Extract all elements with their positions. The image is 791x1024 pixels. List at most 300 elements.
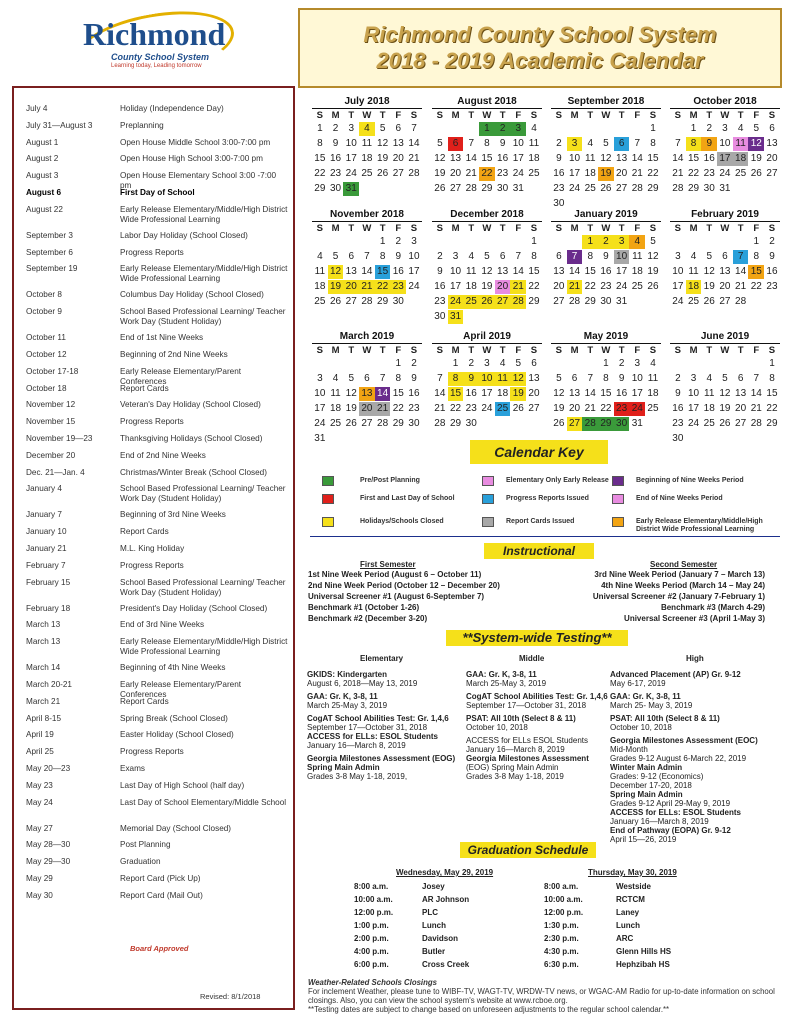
weekday-label: T	[468, 109, 475, 121]
day-cell: 13	[392, 137, 404, 149]
day-cell	[582, 357, 598, 371]
day-cell: 24	[568, 182, 581, 194]
week-row	[551, 264, 661, 279]
event-text: Christmas/Winter Break (School Closed)	[120, 467, 267, 477]
day-cell	[764, 432, 780, 446]
day-cell: 12	[748, 137, 764, 151]
day-cell: 4	[629, 235, 645, 249]
week-row	[670, 431, 780, 446]
key-divider	[310, 536, 780, 537]
day-cell: 15	[748, 265, 764, 279]
day-cell: 16	[766, 265, 778, 277]
key-swatch	[612, 476, 624, 486]
day-cell: 26	[345, 417, 357, 429]
day-cell: 23	[703, 167, 715, 179]
day-cell: 6	[556, 250, 562, 262]
day-cell	[359, 357, 375, 371]
day-cell: 20	[735, 402, 747, 414]
day-cell: 12	[345, 387, 357, 399]
month-calendar	[312, 209, 422, 309]
event-date: February 7	[26, 560, 66, 570]
event-text: Labor Day Holiday (School Closed)	[120, 230, 248, 240]
event-date: August 2	[26, 154, 59, 164]
day-cell: 1	[650, 122, 656, 134]
day-cell: 30	[614, 417, 630, 431]
day-cell: 3	[634, 357, 641, 369]
day-cell: 7	[411, 122, 417, 134]
day-cell: 22	[314, 167, 326, 179]
event-date: September 3	[26, 230, 73, 240]
weekday-label: T	[348, 344, 355, 356]
graduation-time: 4:30 p.m.	[544, 947, 579, 956]
day-cell: 5	[379, 122, 386, 134]
day-cell: 27	[361, 417, 373, 429]
weekday-label: S	[316, 109, 324, 121]
week-row	[432, 416, 542, 431]
day-cell: 19	[481, 280, 493, 292]
event-text: End of 2nd Nine Weeks	[120, 450, 206, 460]
day-cell: 9	[556, 152, 562, 164]
event-date: October 18	[26, 383, 67, 393]
key-label: Early Release Elementary/Middle/High District Wide Professional Learning	[636, 518, 763, 533]
graduation-time: 6:30 p.m.	[544, 960, 579, 969]
day-cell: 4	[332, 372, 339, 384]
testing-line: September 17—October 31, 2018	[466, 701, 587, 710]
graduation-school: Lunch	[422, 921, 446, 930]
day-cell: 7	[437, 372, 443, 384]
day-cell	[733, 235, 749, 249]
week-row	[432, 249, 542, 264]
day-cell: 10	[719, 137, 731, 149]
week-row	[432, 151, 542, 166]
key-label: End of Nine Weeks Period	[636, 495, 723, 502]
day-cell: 6	[769, 122, 775, 134]
day-cell: 22	[600, 402, 612, 414]
day-cell: 24	[481, 402, 493, 414]
day-cell: 14	[672, 152, 684, 164]
day-cell	[495, 310, 511, 324]
weekday-label: M	[570, 344, 579, 356]
instructional-title: Instructional	[484, 543, 594, 559]
day-cell	[686, 235, 702, 249]
event-text: Report Cards	[120, 383, 169, 393]
weekday-label: S	[530, 109, 538, 121]
day-cell: 30	[465, 417, 477, 429]
day-cell: 1	[769, 357, 775, 369]
day-cell: 5	[650, 235, 656, 247]
weekday-label: F	[634, 222, 641, 234]
event-text: Last Day of High School (half day)	[120, 780, 245, 790]
day-cell: 24	[629, 402, 645, 416]
day-cell: 11	[314, 265, 326, 277]
day-cell: 12	[703, 265, 715, 277]
week-row	[670, 279, 780, 294]
day-cell	[495, 235, 511, 249]
day-cell: 3	[722, 122, 728, 134]
logo-tagline: Learning today, Leading tomorrow	[111, 63, 202, 69]
day-cell: 29	[481, 182, 493, 194]
weekday-label: W	[720, 344, 730, 356]
day-cell: 21	[735, 280, 747, 292]
day-cell: 30	[392, 295, 404, 307]
event-text: Progress Reports	[120, 247, 184, 257]
day-cell: 15	[392, 387, 404, 399]
graduation-school: AR Johnson	[422, 895, 470, 904]
day-cell: 1	[753, 235, 760, 247]
day-cell	[343, 357, 359, 371]
day-cell: 4	[690, 250, 697, 262]
event-date: December 20	[26, 450, 76, 460]
logo-main-text: Richmond	[83, 16, 226, 52]
event-text: Holiday (Independence Day)	[120, 104, 224, 113]
day-cell: 29	[528, 295, 540, 307]
day-cell: 18	[584, 167, 596, 179]
day-cell: 12	[600, 152, 612, 164]
testing-line: PSAT: All 10th (Select 8 & 11)	[466, 714, 576, 723]
testing-line: Winter Main Admin	[610, 763, 683, 772]
day-cell: 24	[616, 280, 628, 292]
day-cell: 7	[364, 250, 370, 262]
testing-line: CogAT School Abilities Test: Gr. 1,4,6	[307, 714, 449, 723]
weekday-label: W	[362, 222, 372, 234]
day-cell	[670, 122, 686, 136]
day-cell: 22	[528, 280, 540, 292]
day-cell: 19	[719, 402, 731, 414]
day-cell: 16	[329, 152, 342, 164]
graduation-school: Lunch	[616, 921, 640, 930]
day-cell: 8	[448, 372, 464, 386]
day-cell: 1	[479, 122, 495, 136]
graduation-time: 6:00 p.m.	[354, 960, 389, 969]
graduation-school: PLC	[422, 908, 438, 917]
day-cell	[670, 235, 686, 249]
day-cell	[614, 122, 630, 136]
day-cell	[479, 417, 495, 431]
weekday-label: S	[768, 222, 776, 234]
event-date: February 18	[26, 603, 71, 613]
graduation-school: Hephzibah HS	[616, 960, 670, 969]
day-cell: 2	[495, 122, 511, 136]
day-cell: 11	[688, 265, 699, 277]
weekday-label: F	[753, 222, 760, 234]
day-cell	[526, 310, 542, 324]
day-cell: 5	[556, 372, 562, 384]
event-date: November 19—23	[26, 434, 93, 443]
day-cell: 24	[672, 295, 684, 307]
day-cell	[629, 122, 645, 136]
day-cell: 1	[603, 357, 609, 369]
day-cell: 14	[465, 152, 477, 164]
weekday-label: W	[482, 344, 492, 356]
testing-line: Georgia Milestones Assessment (EOC)	[610, 736, 758, 745]
day-cell: 25	[735, 167, 747, 179]
weekday-label: M	[689, 222, 698, 234]
weekday-label: S	[768, 109, 776, 121]
day-cell: 21	[465, 167, 477, 179]
day-cell: 2	[675, 372, 681, 384]
event-date: November 15	[26, 417, 76, 427]
day-cell: 31	[512, 182, 524, 194]
day-cell: 12	[647, 250, 659, 262]
event-text: Last Day of School Elementary/Middle School	[120, 797, 287, 807]
day-cell: 13	[497, 265, 509, 277]
event-text: Early Release Elementary/Parent Conferences	[120, 680, 242, 699]
event-text: School Based Professional Learning/ Teacher Work Day (Student Holiday)	[120, 484, 286, 504]
graduation-school: Westside	[616, 882, 651, 891]
day-cell: 1	[395, 357, 402, 369]
day-cell: 31	[314, 432, 326, 444]
day-cell: 17	[687, 402, 700, 414]
event-date: March 20-21	[26, 680, 72, 689]
testing-line: End of Pathway (EOPA) Gr. 9-12	[610, 826, 731, 835]
day-cell: 8	[395, 372, 402, 384]
week-row	[432, 121, 542, 136]
week-row	[432, 309, 542, 324]
day-cell: 8	[531, 250, 537, 262]
day-cell: 9	[675, 387, 681, 399]
day-cell	[390, 182, 406, 196]
day-cell: 5	[706, 250, 712, 262]
weather-title: Weather-Related Schools Closings	[308, 978, 437, 987]
day-cell: 15	[448, 387, 464, 401]
day-cell	[406, 182, 422, 196]
day-cell: 20	[495, 280, 511, 294]
day-cell: 4	[317, 250, 323, 262]
day-cell: 15	[528, 265, 540, 277]
day-cell: 7	[675, 137, 681, 149]
week-row	[312, 371, 422, 386]
weekday-label: M	[570, 109, 579, 121]
month-calendar	[432, 331, 542, 431]
testing-line: Spring Main Admin	[307, 763, 380, 772]
day-cell: 9	[499, 137, 506, 149]
event-date: May 29	[26, 874, 53, 883]
day-cell: 13	[528, 372, 540, 384]
testing-line: GAA: Gr. K, 3-8, 11	[466, 670, 537, 679]
day-cell: 29	[314, 182, 326, 194]
day-cell: 18	[497, 387, 509, 399]
day-cell: 28	[582, 417, 598, 431]
day-cell: 20	[616, 167, 628, 179]
week-row	[551, 121, 661, 136]
event-date: March 21	[26, 696, 61, 706]
day-cell: 24	[408, 280, 420, 292]
week-row	[312, 294, 422, 309]
day-cell: 24	[345, 167, 357, 179]
day-cell: 15	[584, 265, 596, 277]
weekday-label: S	[649, 222, 657, 234]
weekday-label: M	[689, 109, 698, 121]
weekday-label: T	[379, 109, 386, 121]
weekday-header	[670, 343, 780, 356]
day-cell: 27	[449, 182, 462, 194]
day-cell: 22	[392, 402, 404, 414]
testing-line: May 6-17, 2019	[610, 679, 666, 688]
event-date: October 17-18	[26, 366, 79, 376]
day-cell	[764, 182, 780, 196]
key-label: Progress Reports Issued	[506, 495, 589, 502]
day-cell: 6	[499, 250, 506, 262]
weekday-label: S	[436, 344, 444, 356]
logo-sub-text: County School System	[111, 52, 210, 62]
week-row	[551, 386, 661, 401]
event-date: May 24	[26, 797, 53, 807]
week-row	[670, 386, 780, 401]
day-cell: 16	[408, 387, 420, 399]
event-date: April 19	[26, 730, 54, 740]
month-calendar	[670, 331, 780, 446]
day-cell	[328, 432, 344, 446]
week-row	[312, 279, 422, 294]
week-row	[312, 136, 422, 151]
month-calendar	[432, 209, 542, 324]
day-cell: 24	[687, 417, 700, 429]
key-label: Pre/Post Planning	[360, 477, 420, 484]
day-cell: 16	[703, 152, 715, 164]
day-cell: 9	[411, 372, 417, 384]
event-text: Beginning of 3rd Nine Weeks	[120, 510, 226, 520]
event-date: September 6	[26, 247, 73, 257]
day-cell: 13	[553, 265, 565, 277]
day-cell: 14	[512, 265, 524, 277]
key-label: Report Cards Issued	[506, 518, 575, 525]
day-cell: 18	[465, 280, 477, 292]
weekday-label: M	[331, 109, 340, 121]
event-date: August 22	[26, 204, 63, 214]
day-cell	[432, 122, 448, 136]
day-cell: 27	[345, 295, 357, 307]
day-cell	[375, 357, 391, 371]
weekday-label: M	[331, 222, 340, 234]
month-calendar	[551, 331, 661, 431]
testing-line: Georgia Milestones Assessment (EOG)	[307, 754, 456, 763]
month-title: April 2019	[463, 331, 511, 342]
day-cell: 25	[647, 402, 659, 414]
event-text: Open House High School 3:00-7:00 pm	[120, 154, 263, 164]
day-cell: 6	[348, 250, 354, 262]
weather-text: For inclement Weather, please tune to WIBF-TV, WAGT-TV, WRDW-TV news, or WGAC-AM Radio for up-to-date information on school closings. Also, you can view the school system's website at www.rcboe.org.	[308, 987, 775, 1005]
day-cell	[359, 182, 375, 196]
testing-line: ACCESS for ELLs ESOL Students	[466, 736, 588, 745]
day-cell: 28	[465, 182, 477, 194]
day-cell: 2	[395, 235, 402, 247]
event-text: Graduation	[120, 857, 161, 867]
weekday-header	[432, 221, 542, 234]
day-cell: 26	[329, 295, 342, 307]
day-cell: 5	[332, 250, 339, 262]
week-row	[432, 371, 542, 386]
day-cell: 1	[582, 235, 598, 249]
day-cell	[551, 122, 567, 136]
day-cell: 15	[481, 152, 493, 164]
graduation-time: 8:00 a.m.	[544, 882, 579, 891]
day-cell	[717, 432, 733, 446]
day-cell: 21	[375, 402, 391, 416]
instructional-line: 2nd Nine Week Period (October 12 – December 20)	[308, 581, 500, 590]
day-cell: 25	[528, 167, 540, 179]
day-cell: 20	[766, 152, 778, 164]
day-cell: 2	[618, 357, 625, 369]
day-cell: 16	[600, 265, 612, 277]
day-cell: 11	[632, 250, 643, 262]
week-row	[670, 401, 780, 416]
month-title: August 2018	[457, 96, 517, 107]
weekday-label: T	[587, 222, 594, 234]
weekday-label: F	[395, 222, 402, 234]
day-cell	[510, 235, 526, 249]
testing-line: Georgia Milestones Assessment	[466, 754, 589, 763]
event-date: August 6	[26, 188, 62, 197]
day-cell: 7	[587, 372, 593, 384]
day-cell	[448, 235, 464, 249]
key-swatch	[612, 494, 624, 504]
day-cell: 6	[395, 122, 402, 134]
day-cell	[686, 357, 702, 371]
weekday-label: S	[555, 109, 563, 121]
graduation-school: RCTCM	[616, 895, 645, 904]
day-cell: 13	[766, 137, 778, 149]
day-cell: 13	[616, 152, 628, 164]
elementary-heading: Elementary	[360, 654, 404, 663]
day-cell: 26	[553, 417, 565, 429]
testing-line: January 16—March 8, 2019	[610, 817, 709, 826]
day-cell: 6	[364, 372, 370, 384]
month-title: January 2019	[574, 209, 638, 220]
day-cell: 9	[437, 265, 443, 277]
day-cell: 28	[631, 182, 643, 194]
day-cell: 11	[585, 152, 596, 164]
day-cell: 22	[375, 280, 391, 294]
day-cell: 21	[631, 167, 643, 179]
day-cell: 18	[329, 402, 342, 414]
day-cell: 27	[766, 167, 778, 179]
week-row	[551, 356, 661, 371]
day-cell: 2	[598, 235, 614, 249]
day-cell	[629, 295, 645, 309]
month-calendar	[312, 331, 422, 446]
instructional-line: Universal Screener #1 (August 6-September 7)	[308, 592, 485, 601]
weekday-label: T	[618, 222, 625, 234]
day-cell: 30	[434, 310, 446, 322]
testing-line: PSAT: All 10th (Select 8 & 11)	[610, 714, 720, 723]
day-cell	[495, 417, 511, 431]
day-cell	[463, 310, 479, 324]
weekday-label: T	[737, 222, 744, 234]
event-text: Beginning of 2nd Nine Weeks	[120, 350, 228, 359]
day-cell: 19	[647, 265, 659, 277]
testing-line: Grades 3-8 May 1-18, 2019,	[307, 772, 408, 781]
revised-date: Revised: 8/1/2018	[200, 992, 261, 1001]
month-calendar	[312, 96, 422, 196]
day-cell: 15	[375, 265, 391, 279]
week-row	[432, 264, 542, 279]
day-cell: 11	[704, 387, 715, 399]
graduation-time: 2:30 p.m.	[544, 934, 579, 943]
day-cell: 26	[600, 182, 612, 194]
graduation-school: Cross Creek	[422, 960, 470, 969]
day-cell	[463, 122, 479, 136]
day-cell: 14	[408, 137, 420, 149]
event-text: Easter Holiday (School Closed)	[120, 730, 234, 740]
day-cell: 7	[634, 137, 641, 149]
day-cell: 23	[329, 167, 342, 179]
day-cell: 18	[528, 152, 540, 164]
day-cell: 3	[452, 250, 459, 262]
day-cell	[582, 122, 598, 136]
event-text: Post Planning	[120, 840, 171, 850]
weekday-label: F	[515, 222, 522, 234]
event-date: April 8-15	[26, 713, 62, 723]
